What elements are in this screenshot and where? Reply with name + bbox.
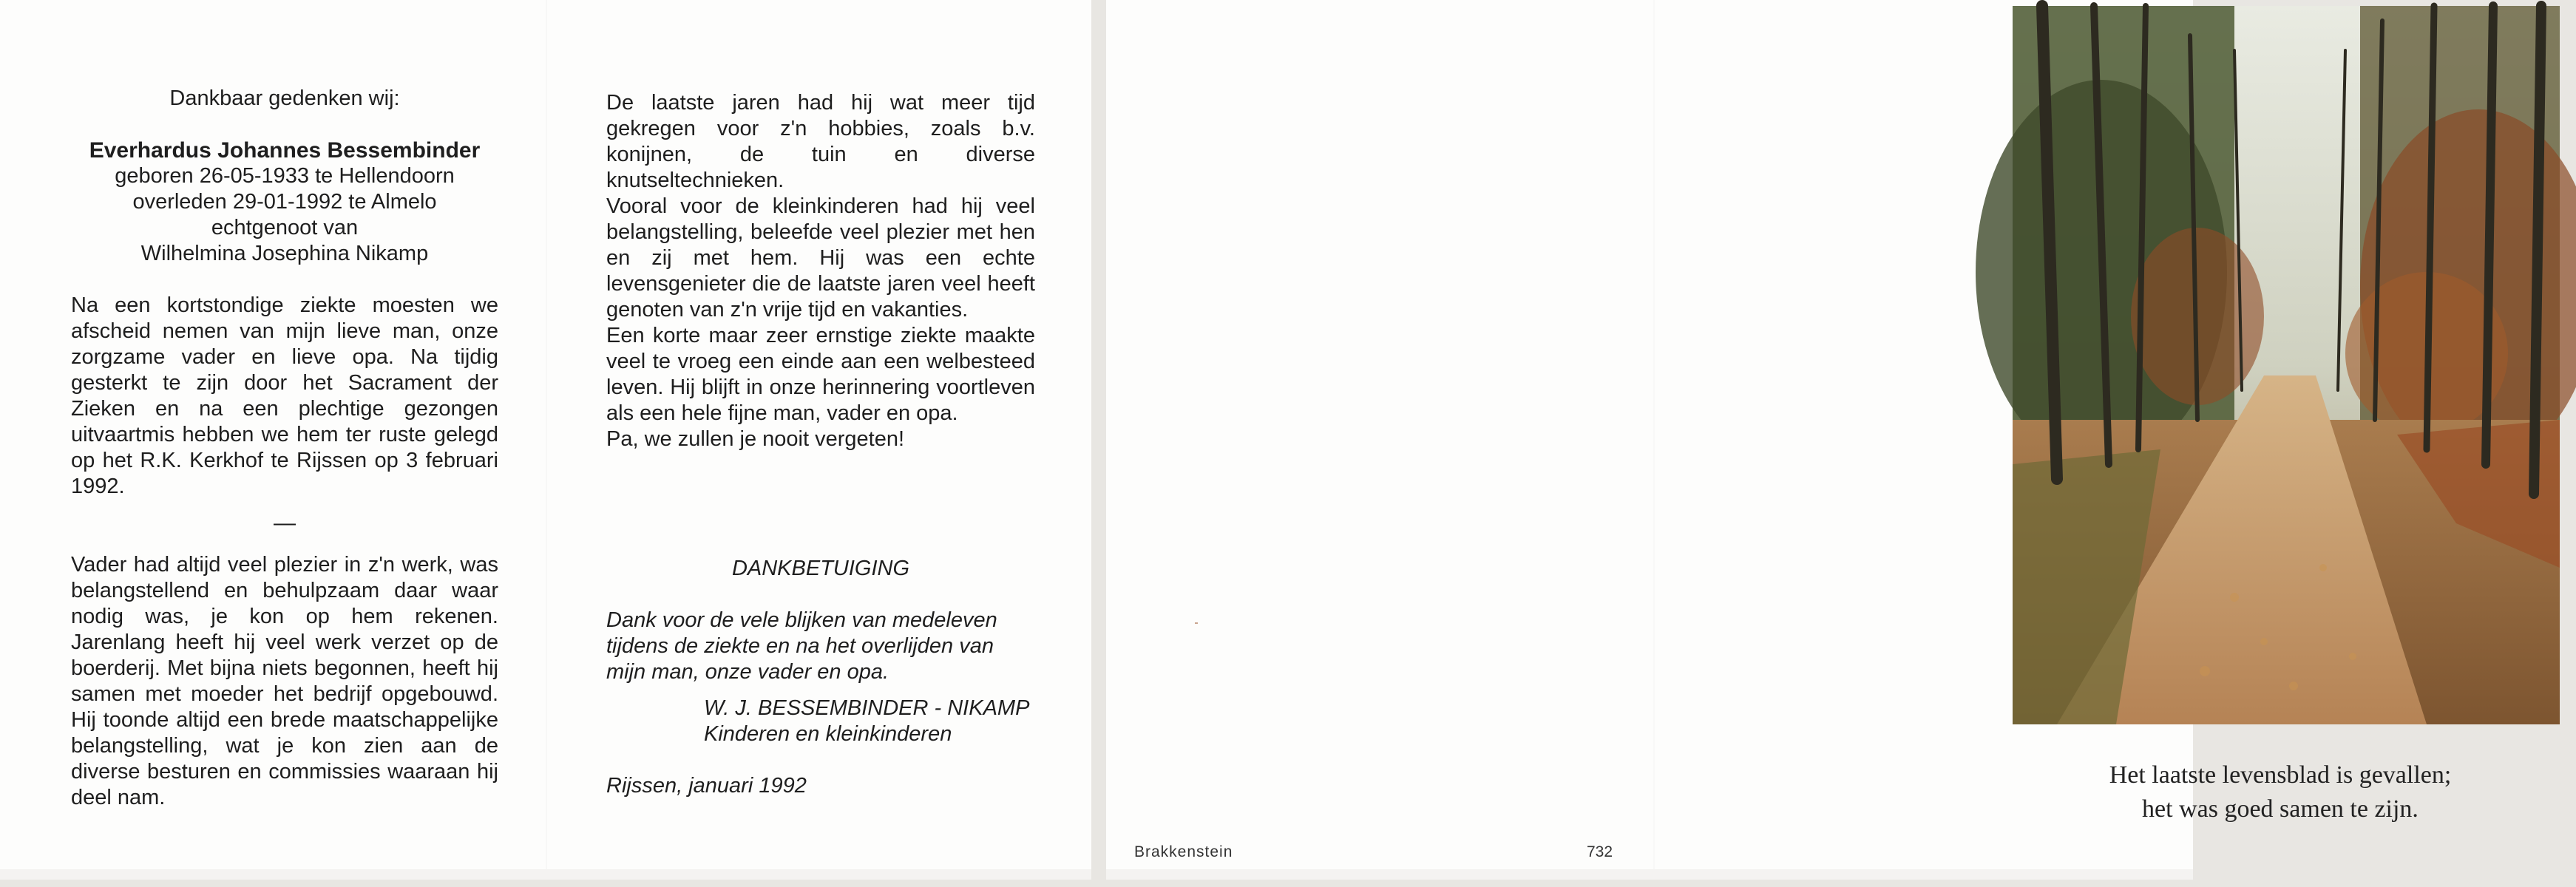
spouse-name: Wilhelmina Josephina Nikamp	[140, 242, 429, 265]
death-line: overleden 29-01-1992 te Almelo	[132, 190, 437, 214]
forest-path-photo	[2013, 6, 2560, 724]
birth-line: geboren 26-05-1933 te Hellendoorn	[115, 164, 455, 188]
poem-line-2: het was goed samen te zijn.	[2142, 795, 2419, 823]
illness-paragraph: Een korte maar zeer ernstige ziekte maakte veel te vroeg een einde aan een welbesteed leven. Hij blijft in onze herinnering voortleven als een hele fijne man, vader en opa.	[606, 324, 1035, 425]
card-outside-spread	[1106, 0, 2452, 880]
place-date: Rijssen, januari 1992	[606, 774, 807, 798]
middle-page-text	[606, 90, 1035, 799]
card-inside-spread	[0, 0, 1091, 880]
card-fold	[1653, 0, 1655, 880]
signature-family: Kinderen en kleinkinderen	[704, 722, 952, 746]
signature-name: W. J. BESSEMBINDER - NIKAMP	[704, 696, 1030, 720]
left-page-text	[71, 86, 498, 811]
publisher-name: Brakkenstein	[1134, 843, 1233, 860]
hobbies-paragraph: De laatste jaren had hij wat meer tijd gekregen voor z'n hobbies, zoals b.v. konijnen, de tuin en diverse knutseltechnieken.	[606, 91, 1035, 192]
thanks-text: Dank voor de vele blijken van medeleven tijdens de ziekte en na het overlijden van mijn man, onze vader en opa.	[606, 608, 997, 684]
section-separator: —	[274, 511, 296, 535]
card-fold	[546, 0, 547, 880]
poem-line-1: Het laatste levensblad is gevallen;	[2109, 761, 2452, 789]
life-paragraph: Vader had altijd veel plezier in z'n werk, was belangstellend en behulpzaam daar waar nodig was, je kon op hem rekenen. Jarenlang heeft hij veel werk verzet op de boerderij. Met bijna niets begonnen, heeft hij samen met moeder het bedrijf opgebouwd. Hij toonde altijd een brede maatschappelijke belangstelling, wat je kon zien aan de diverse besturen en commissies waaraan hij deel nam.	[71, 553, 498, 809]
spouse-intro: echtgenoot van	[211, 216, 359, 239]
forest-path-icon	[2013, 6, 2560, 724]
grandchildren-paragraph: Vooral voor de kleinkinderen had hij veel belangstelling, beleefde veel plezier met hen en zij met hem. Hij was een echte levensgenieter die de laatste jaren veel heeft genoten van z'n vrije tijd en vakanties.	[606, 194, 1035, 322]
closing-line: Pa, we zullen je nooit vergeten!	[606, 427, 905, 451]
deceased-name: Everhardus Johannes Bessembinder	[89, 138, 481, 163]
thanks-heading: DANKBETUIGING	[731, 557, 910, 580]
farewell-paragraph: Na een kortstondige ziekte moesten we afscheid nemen van mijn lieve man, onze zorgzame vader en lieve opa. Na tijdig gesterkt te zijn door het Sacrament der Zieken en na een plechtige gezongen uitvaartmis hebben we hem ter ruste gelegd op het R.K. Kerkhof te Rijssen op 3 februari 1992.	[71, 293, 498, 498]
catalog-number: 732	[1587, 843, 1613, 860]
poem	[1984, 758, 2576, 826]
memorial-heading: Dankbaar gedenken wij:	[169, 86, 400, 110]
